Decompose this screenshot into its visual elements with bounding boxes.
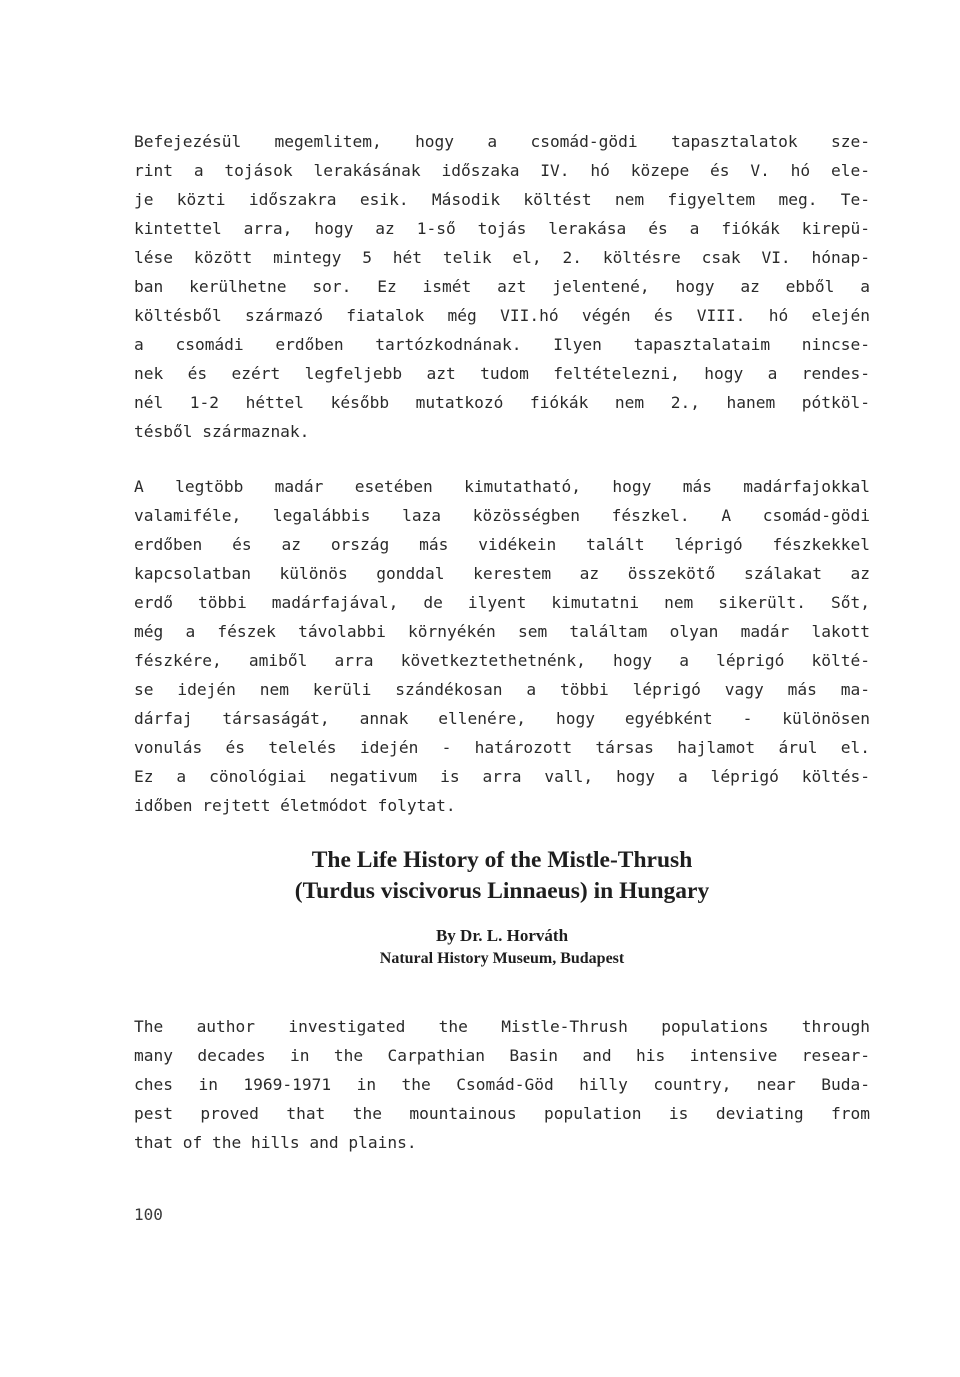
text-line: fészkére, amiből arra következtethetnénk, hogy a léprigó költé-	[134, 651, 870, 670]
text-line: erdő többi madárfajával, de ilyent kimutatni nem sikerült. Sőt,	[134, 593, 870, 612]
text-line: költésből származó fiatalok még VII.hó végén és VIII. hó elején	[134, 306, 870, 325]
author-byline: By Dr. L. Horváth	[435, 926, 569, 945]
text-line: je közti időszakra esik. Második költést nem figyeltem meg. Te-	[134, 190, 870, 209]
text-line: that of the hills and plains.	[134, 1133, 417, 1152]
text-line: még a fészek távolabbi környékén sem találtam olyan madár lakott	[134, 622, 870, 641]
text-line: nél 1-2 héttel később mutatkozó fiókák nem 2., hanem pótköl-	[134, 393, 870, 412]
text-line: kintettel arra, hogy az 1-ső tojás lerakása és a fiókák kirepü-	[134, 219, 870, 238]
text-line: valamiféle, legalábbis laza közösségben fészkel. A csomád-gödi	[134, 506, 870, 525]
text-line: ches in 1969-1971 in the Csomád-Göd hilly country, near Buda-	[134, 1075, 870, 1094]
author-affiliation: Natural History Museum, Budapest	[379, 950, 625, 967]
text-line: a csomádi erdőben tartózkodnának. Ilyen tapasztalataim nincse-	[134, 335, 870, 354]
english-title-line-2: (Turdus viscivorus Linnaeus) in Hungary	[294, 878, 710, 904]
text-line: dárfaj társaságát, annak ellenére, hogy egyébként - különösen	[134, 709, 870, 728]
text-line: The author investigated the Mistle-Thrush populations through	[134, 1017, 870, 1036]
text-line: erdőben és az ország más vidékein talált léprigó fészkekkel	[134, 535, 870, 554]
text-line: se idején nem kerüli szándékosan a többi léprigó vagy más ma-	[134, 680, 870, 699]
paragraph-first	[134, 127, 870, 446]
text-line: pest proved that the mountainous population is deviating from	[134, 1104, 870, 1123]
text-line: A legtöbb madár esetében kimutatható, hogy más madárfajokkal	[134, 477, 870, 496]
text-line: lése között mintegy 5 hét telik el, 2. költésre csak VI. hónap-	[134, 248, 870, 267]
text-line: nek és ezért legfeljebb azt tudom feltételezni, hogy a rendes-	[134, 364, 870, 383]
english-abstract	[134, 1012, 870, 1157]
text-line: Ez a cönológiai negativum is arra vall, hogy a léprigó költés-	[134, 767, 870, 786]
text-line: vonulás és telelés idején - határozott társas hajlamot árul el.	[134, 738, 870, 757]
text-line: Befejezésül megemlitem, hogy a csomád-gödi tapasztalatok sze-	[134, 132, 870, 151]
text-line: ban kerülhetne sor. Ez ismét azt jelentené, hogy az ebből a	[134, 277, 870, 296]
page-number: 100	[134, 1205, 163, 1224]
text-line: many decades in the Carpathian Basin and his intensive resear-	[134, 1046, 870, 1065]
text-line: időben rejtett életmódot folytat.	[134, 796, 456, 815]
english-title-line-1: The Life History of the Mistle-Thrush	[311, 847, 693, 873]
paragraph-second	[134, 472, 870, 820]
text-line: rint a tojások lerakásának időszaka IV. hó közepe és V. hó ele-	[134, 161, 870, 180]
text-line: kapcsolatban különös gonddal kerestem az összekötő szálakat az	[134, 564, 870, 583]
text-line: tésből származnak.	[134, 422, 310, 441]
